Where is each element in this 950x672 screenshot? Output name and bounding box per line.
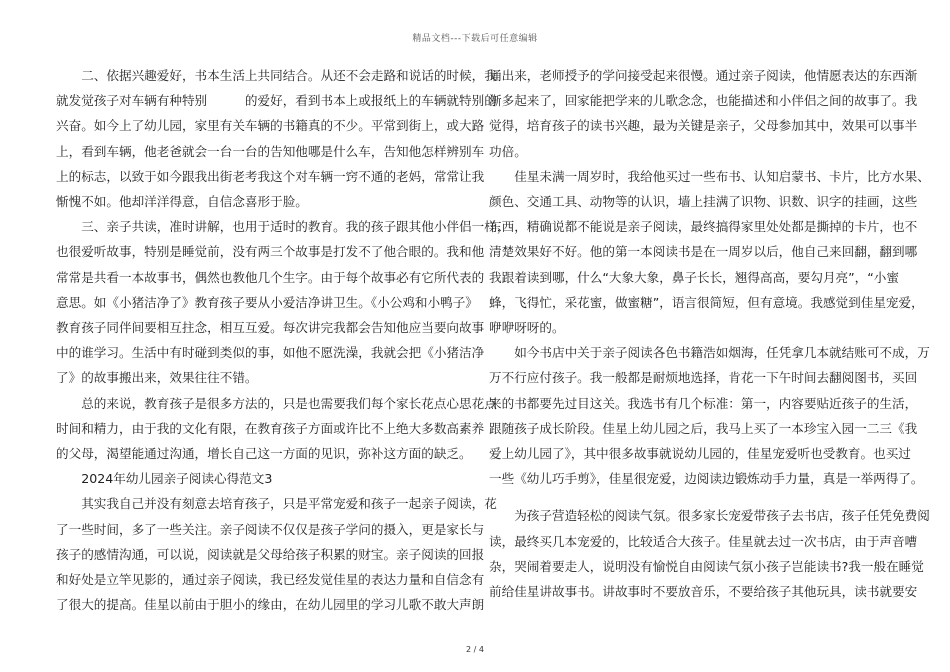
text-line: 渐多起来了，回家能把学来的儿歌念念，也能描述和小伴侣之间的故事了。我 [489,93,918,109]
text-line: 如今书店中关于亲子阅读各色书籍浩如烟海，任凭拿几本就结账可不成，万 [489,345,930,361]
text-line: 意思。如《小猪洁净了》教育孩子要从小爱洁净讲卫生。《小公鸡和小鸭子》 [56,294,478,310]
text-line: 我跟着读到哪，什么“大象大象，鼻子长长，翘得高高，要勾月亮”，“小蜜 [489,269,899,285]
text-line: 一些《幼儿巧手剪》，佳星很宠爱，边阅读边锻炼动手力量，真是一举两得了。 [489,471,924,487]
paragraph-gap [489,491,894,503]
text-line: 上，看到车辆，他老爸就会一台一台的告知他哪是什么车，告知他怎样辨别车 [56,143,485,159]
text-line: 兴奋。如今上了幼儿园，家里有关车辆的书籍真的不少。平常到街上，或大路 [56,118,485,134]
text-line: 和好处是立竿见影的，通过亲子阅读，我已经发觉佳星的表达力量和自信念有 [56,572,485,588]
text-line: 常常是共看一本故事书，偶然也教他几个生字。由于每个故事必有它所代表的 [56,269,485,285]
text-line: 孩子的感情沟通，可以说，阅读就是父母给孩子积累的财宝。亲子阅读的回报 [56,546,485,562]
text-line: 咿咿呀呀的。 [489,320,565,336]
text-line: 读，最终买几本宠爱的，比较适合大孩子。佳星就去过一次书店，由于声音嘈 [489,533,918,549]
text-line: 总的来说，教育孩子是很多方法的，只是也需要我们每个家长花点心思花点 [56,395,497,411]
text-line: 跟随孩子成长阶段。佳星上幼儿园之后，我马上买了一本珍宝入园一二三《我 [489,420,918,436]
text-line: 的父母，渴望能通过沟通，增长自己这一方面的见识，弥补这方面的缺乏。 [56,446,472,462]
page-number: 2 / 4 [466,645,484,654]
text-line: 来的书都要先过目这关。我选书有几个标准：第一，内容要贴近孩子的生活， [489,395,918,411]
text-line: 蜂，飞得忙，采花蜜，做蜜糖”，语言很简短，但有意境。我感觉到佳星宠爱， [489,294,924,310]
text-line: 就发觉孩子对车辆有种特别 的爱好，看到书本上或报纸上的车辆就特别的 [56,93,497,109]
text-line: 前给佳星讲故事书。讲故事时不要放音乐，不要给孩子其他玩具，读书就要安 [489,584,918,600]
text-line: 东西，精确说都不能说是亲子阅读，最终搞得家里处处都是撕掉的卡片，也不 [489,219,918,235]
text-line: 清楚效果好不好。他的第一本阅读书是在一周岁以后，他自己来回翻，翻到哪 [489,244,918,260]
text-line: 爱上幼儿园了》，其中很多故事就说幼儿园的，佳星宠爱听也受教育。也买过 [489,446,911,462]
text-line: 中的谁学习。生活中有时碰到类似的事，如他不愿洗澡，我就会把《小猪洁净 [56,345,485,361]
text-line: 功倍。 [489,143,527,159]
text-line: 其实我自己并没有刻意去培育孩子，只是平常宠爱和孩子一起亲子阅读，花 [56,496,497,512]
text-line: 教育孩子同伴间要相互拄念，相互互爱。每次讲完我都会告知他应当要向故事 [56,320,485,336]
text-line: 二、依据兴趣爱好，书本生活上共同结合。从还不会走路和说话的时候，我 [56,68,497,83]
text-line: 也很爱听故事，特别是睡觉前，没有两三个故事是打发不了他合眼的。我和他 [56,244,485,260]
text-line: 上的标志，以致于如今跟我出街老考我这个对车辆一窍不通的老妈，常常让我 [56,168,485,184]
text-line: 了很大的提高。佳星以前由于胆小的缘由，在幼儿园里的学习儿歌不敢大声朗 [56,597,485,613]
text-line: 三、亲子共读，准时讲解，也用于适时的教育。我的孩子跟其他小伴侣一样， [56,219,510,235]
text-line: 时间和精力，由于我的文化有限，在教育孩子方面或许比不上绝大多数高素养 [56,420,485,436]
text-line: 觉得，培育孩子的读书兴趣，最为关键是亲子，父母参加其中，效果可以事半 [489,118,918,134]
text-line: 了一些时间，多了一些关注。亲子阅读不仅仅是孩子学问的摄入，更是家长与 [56,521,485,537]
text-line: 万不行应付孩子。我一般都是耐烦地选择，肯花一下午时间去翻阅图书，买回 [489,370,918,386]
text-line: 为孩子营造轻松的阅读气氛。很多家长宠爱带孩子去书店，孩子任凭免费阅 [489,508,930,524]
text-line: 了》的故事搬出来，效果往往不错。 [56,370,258,386]
text-line: 惭愧不如。他却洋洋得意，自信念喜形于脸。 [56,194,308,210]
page-header: 精品文档---下载后可任意编辑 [412,34,538,44]
text-line: 2024年幼儿园亲子阅读心得范文3 [56,471,273,487]
text-line: 杂，哭闹着要走人，说明没有愉悦自由阅读气氛小孩子岂能读书?我一般在睡觉 [489,558,924,574]
right-column [489,63,930,604]
text-line: 诵出来，老师授予的学问接受起来很慢。通过亲子阅读，他情愿表达的东西渐 [489,68,918,83]
text-line: 佳星未满一周岁时，我给他买过一些布书、认知启蒙书、卡片，比方水果、 [489,168,930,184]
text-line: 颜色、交通工具、动物等的认识，墙上挂满了识物、识数、识字的挂画，这些 [489,194,918,210]
